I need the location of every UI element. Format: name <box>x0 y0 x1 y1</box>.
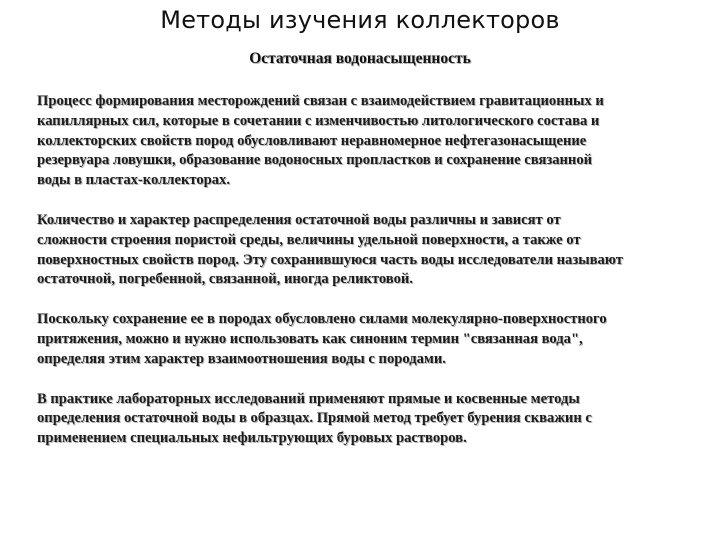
paragraph-line: резервуара ловушки, образование водоносных пропластков и сохранение связанной <box>37 152 593 169</box>
body-text <box>37 92 677 469</box>
paragraph-line: применением специальных нефильтрующих буровых растворов. <box>37 430 467 447</box>
paragraph-lab-methods <box>37 390 677 449</box>
paragraph-line: остаточной, погребенной, связанной, иногда реликтовой. <box>37 271 413 288</box>
paragraph-line: притяжения, можно и нужно использовать как синоним термин "связанная вода", <box>37 330 583 347</box>
paragraph-line: В практике лабораторных исследований применяют прямые и косвенные методы <box>37 390 580 407</box>
paragraph-line: Количество и характер распределения остаточной воды различны и зависят от <box>37 211 561 228</box>
paragraph-line: Процесс формирования месторождений связан с взаимодействием гравитационных и <box>37 93 604 109</box>
paragraph-line: капиллярных сил, которые в сочетании с изменчивостью литологического состава и <box>37 112 600 129</box>
paragraph-line: Поскольку сохранение ее в породах обусловлено силами молекулярно-поверхностного <box>37 311 607 328</box>
paragraph-line: сложности строения пористой среды, величины удельной поверхности, а также от <box>37 231 581 248</box>
paragraph-bound-water <box>37 310 677 369</box>
paragraph-line: поверхностных свойств пород. Эту сохранившуюся часть воды исследователи называют <box>37 251 623 268</box>
paragraph-line: воды в пластах-коллекторах. <box>37 172 230 189</box>
paragraph-line: коллекторских свойств пород обусловливают неравномерное нефтегазонасыщение <box>37 132 587 149</box>
paragraph-line: определяя этим характер взаимоотношения воды с породами. <box>37 350 446 367</box>
paragraph-formation <box>37 92 677 191</box>
slide-subtitle: Остаточная водонасыщенность <box>249 50 471 67</box>
paragraph-line: определения остаточной воды в образцах. Прямой метод требует бурения скважин с <box>37 410 592 427</box>
paragraph-distribution <box>37 211 677 290</box>
slide-title: Методы изучения коллекторов <box>160 6 560 34</box>
